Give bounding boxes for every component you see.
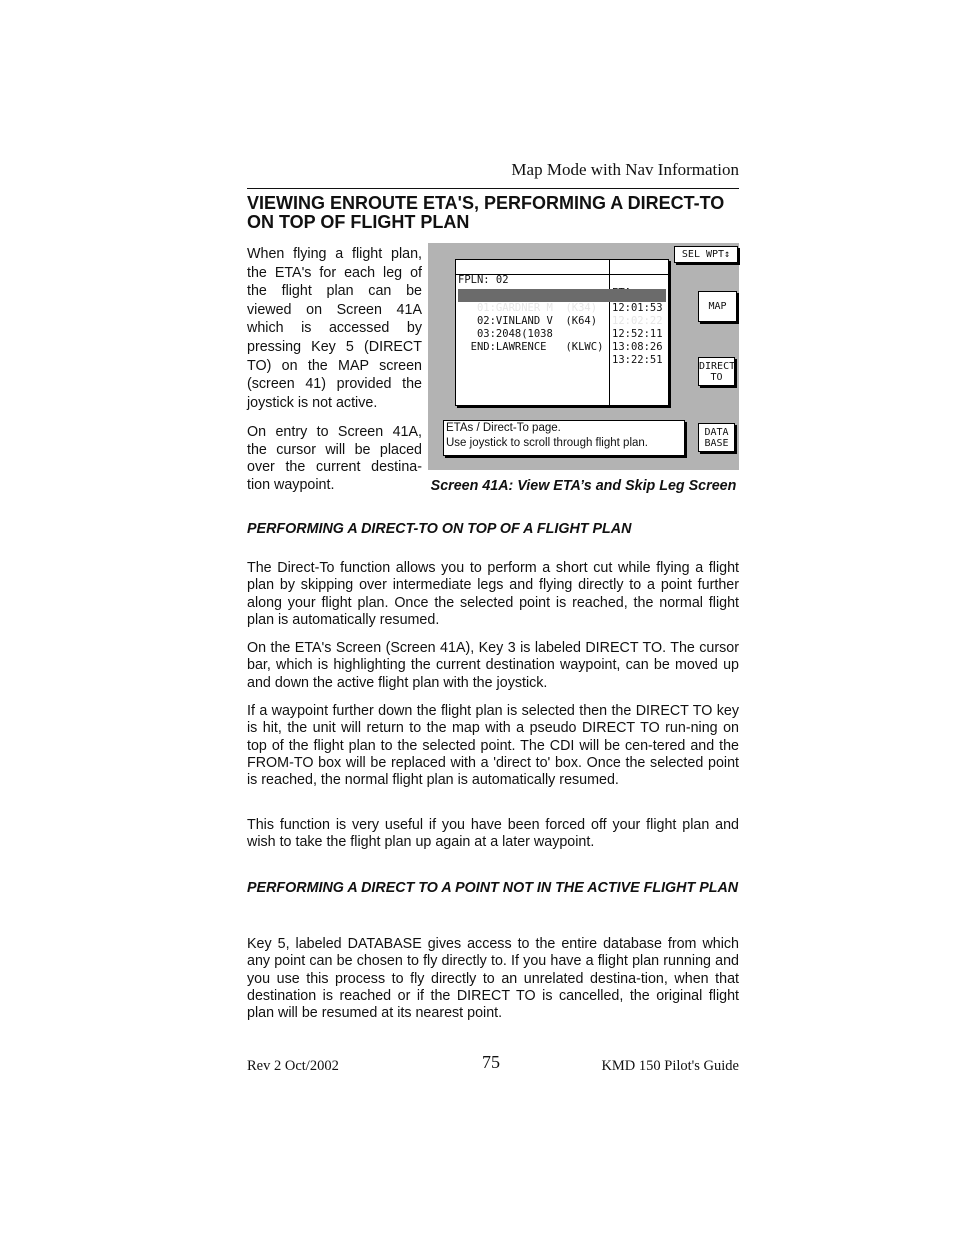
waypoint-name: 03:2048(1038	[458, 328, 553, 340]
waypoint-eta: 13:08:26	[612, 341, 663, 353]
database-button[interactable]: DATA BASE	[698, 423, 735, 452]
waypoint-eta: 12:01:53	[612, 302, 663, 314]
message-line: ETAs / Direct-To page.	[446, 422, 561, 434]
figure-caption: Screen 41A: View ETA’s and Skip Leg Screen	[430, 478, 737, 494]
body-paragraph: On the ETA's Screen (Screen 41A), Key 3 is labeled DIRECT TO. The cursor bar, which is highlighting the current destination waypoint, can be moved up and down the active flight plan with the joystick.	[247, 640, 739, 691]
flight-plan-eta-table	[455, 259, 669, 406]
intro-paragraph: On entry to Screen 41A, the cursor will be placed over the current destina-tion waypoint.	[247, 424, 422, 493]
intro-paragraph: When flying a flight plan, the ETA's for each leg of the flight plan can be viewed on Screen 41A which is accessed by pressing Key 5 (DIRECT TO) on the MAP screen (screen 41) provided the joystick is not active.	[247, 246, 422, 411]
section-title: VIEWING ENROUTE ETA'S, PERFORMING A DIRECT-TO ON TOP OF FLIGHT PLAN	[247, 193, 725, 232]
waypoint-eta: 12:52:11	[612, 328, 663, 340]
page-number: 75	[482, 1052, 500, 1072]
subsection-heading: PERFORMING A DIRECT TO A POINT NOT IN THE ACTIVE FLIGHT PLAN	[247, 880, 739, 896]
footer-revision: Rev 2 Oct/2002	[247, 1058, 339, 1074]
table-header	[456, 261, 668, 286]
message-line: Use joystick to scroll through flight plan.	[446, 437, 648, 449]
direct-to-button[interactable]: DIRECT TO	[698, 357, 735, 386]
footer-guide-title: KMD 150 Pilot's Guide	[601, 1058, 739, 1074]
status-message	[443, 420, 685, 456]
body-paragraph: Key 5, labeled DATABASE gives access to the entire database from which any point can be chosen to fly directly to. If you have a flight plan running and you use this process to fly directly to an unrelated destina-tion, when that destination is reached or if the DIRECT TO is cancelled, the original flight plan will be resumed at its nearest point.	[247, 936, 739, 1022]
waypoint-name: 02:VINLAND V (K64)	[458, 315, 598, 327]
fpln-header: FPLN: 02	[458, 274, 509, 286]
header-rule	[247, 188, 739, 189]
map-button[interactable]: MAP	[698, 291, 737, 322]
waypoint-name: END:LAWRENCE (KLWC)	[458, 341, 604, 353]
sel-wpt-button[interactable]: SEL WPT↕	[674, 246, 738, 263]
waypoint-eta: 12:02:22	[612, 315, 663, 327]
body-paragraph: This function is very useful if you have been forced off your flight plan and wish to take the flight plan up again at a later waypoint.	[247, 817, 739, 851]
body-paragraph: If a waypoint further down the flight plan is selected then the DIRECT TO key is hit, the unit will return to the map with a pseudo DIRECT TO run-ning on top of the flight plan to the selected point. The CDI will be cen-tered and the FROM-TO box will be replaced with a 'direct to' box. Once the selected point is reached, the normal flight plan is automatically resumed.	[247, 703, 739, 789]
waypoint-eta: 13:22:51	[612, 354, 663, 366]
subsection-heading: PERFORMING A DIRECT-TO ON TOP OF A FLIGHT PLAN	[247, 521, 632, 537]
body-paragraph: The Direct-To function allows you to perform a short cut while flying a flight plan by skipping over intermediate legs and flying directly to a point further along your flight plan. Once the selected point is reached, the normal flight plan is automatically resumed.	[247, 560, 739, 628]
running-header: Map Mode with Nav Information	[511, 160, 739, 179]
device-screenshot	[428, 243, 739, 470]
waypoint-name: 01:GARDNER M (K34)	[458, 302, 598, 314]
